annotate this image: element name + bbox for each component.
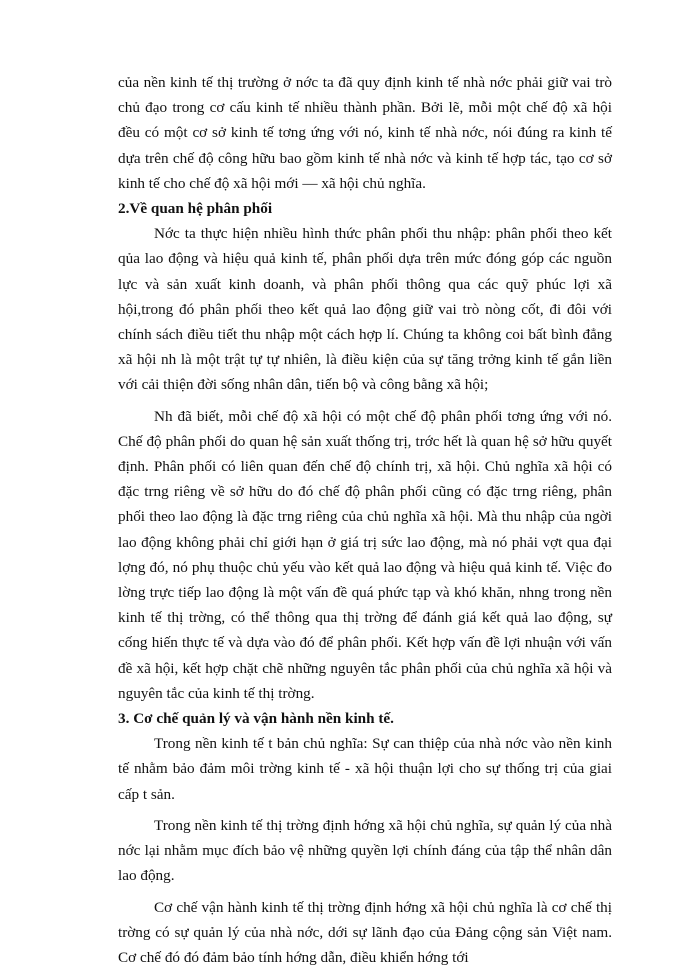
paragraph-continuation: của nền kinh tế thị trường ở nớc ta đã quy định kinh tế nhà nớc phải giữ vai trò chủ đạo trong cơ cấu kinh tế nhiều thành phần. Bởi lẽ, mỗi một chế độ xã hội đều có một cơ sở kinh tế tơng ứng với nó, kinh tế nhà nớc, nói đúng ra kinh tế dựa trên chế độ công hữu bao gồm kinh tế nhà nớc và kinh tế hợp tác, tạo cơ sở kinh tế cho chế độ xã hội mới — xã hội chủ nghĩa. <box>118 70 612 196</box>
paragraph-capitalist-economy: Trong nền kinh tế t bản chủ nghĩa: Sự can thiệp của nhà nớc vào nền kinh tế nhằm bảo đảm môi trờng kinh tế - xã hội thuận lợi cho sự thống trị của giai cấp t sản. <box>118 731 612 807</box>
paragraph-income-distribution: Nớc ta thực hiện nhiều hình thức phân phối thu nhập: phân phối theo kết qủa lao động và hiệu quả kinh tế, phân phối dựa trên mức đóng góp các nguồn lực và sản xuất kinh doanh, và phân phối thông qua các quỹ phúc lợi xã hội,trong đó phân phối theo kết quả lao động giữ vai trò nòng cốt, đi đôi với chính sách điều tiết thu nhập một cách hợp lí. Chúng ta không coi bất bình đẳng xã hội nh là một trật tự tự nhiên, là điều kiện của sự tăng trởng kinh tế gắn liền với cải thiện đời sống nhân dân, tiến bộ và công bằng xã hội; <box>118 221 612 397</box>
section-heading-3: 3. Cơ chế quản lý và vận hành nền kinh tế. <box>118 706 612 731</box>
paragraph-operating-mechanism: Cơ chế vận hành kinh tế thị trờng định hớng xã hội chủ nghĩa là cơ chế thị trờng có sự quản lý của nhà nớc, dới sự lãnh đạo của Đảng cộng sản Việt nam. Cơ chế đó đó đảm bảo tính hớng dẫn, điều khiển hớng tới <box>118 895 612 970</box>
document-body <box>118 70 612 970</box>
section-heading-2: 2.Về quan hệ phân phối <box>118 196 612 221</box>
paragraph-distribution-regime: Nh đã biết, mỗi chế độ xã hội có một chế độ phân phối tơng ứng với nó. Chế độ phân phối do quan hệ sản xuất thống trị, trớc hết là quan hệ sở hữu quyết định. Phân phối có liên quan đến chế độ chính trị, xã hội. Chủ nghĩa xã hội có đặc trng riêng về sở hữu do đó chế độ phân phối cũng có đặc trng riêng, phân phối theo lao động là đặc trng riêng của chủ nghĩa xã hội. Mà thu nhập của ngời lao động không phải chỉ giới hạn ở giá trị sức lao động, mà nó phải vợt qua đại lợng đó, nó phụ thuộc chủ yếu vào kết quả lao động và hiệu quả kinh tế. Việc đo lờng trực tiếp lao động là một vấn đề quá phức tạp và khó khăn, nhng trong nền kinh tế thị trờng, có thể thông qua thị trờng để đánh giá kết quả lao động, sự cống hiến thực tế và dựa vào đó để phân phối. Kết hợp vấn đề lợi nhuận với vấn đề xã hội, kết hợp chặt chẽ những nguyên tắc phân phối của chủ nghĩa xã hội và nguyên tắc của kinh tế thị trờng. <box>118 404 612 706</box>
paragraph-state-management: Trong nền kinh tế thị trờng định hớng xã hội chủ nghĩa, sự quản lý của nhà nớc lại nhằm mục đích bảo vệ những quyền lợi chính đáng của tập thể nhân dân lao động. <box>118 813 612 889</box>
